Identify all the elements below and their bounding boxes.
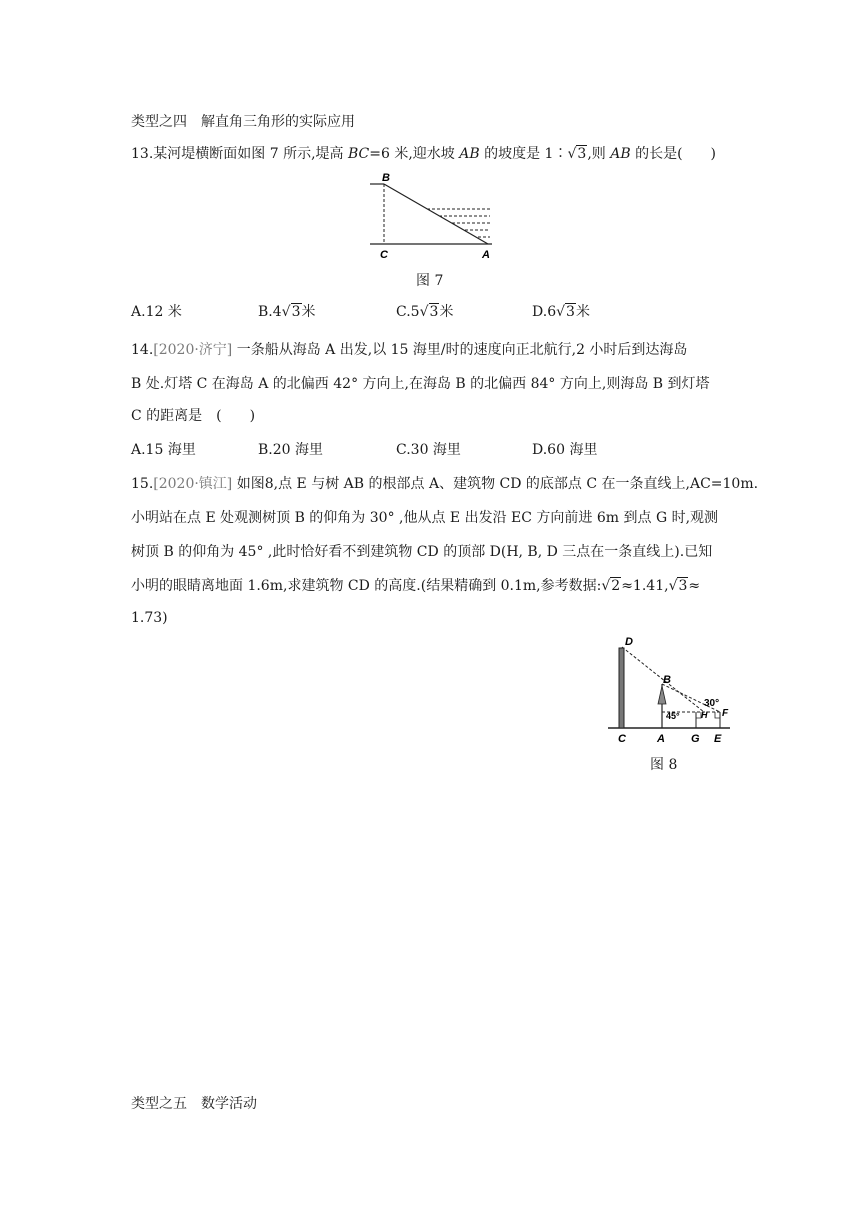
question-15-line-1: 15.[2020·镇江] 如图8,点 E 与树 AB 的根部点 A、建筑物 CD 的底部点 C 在一条直线上,AC=10m. [131, 476, 759, 492]
figure-7-caption: 图 7 [416, 273, 444, 289]
fig8-label-c: C [618, 733, 626, 745]
q14-option-c[interactable]: C.30 海里 [396, 442, 461, 458]
question-13-stem: 13.某河堤横断面如图 7 所示,堤高 BC=6 米,迎水坡 AB 的坡度是 1∶√3,则 AB 的长是( ) [131, 146, 716, 162]
fig8-angle-45: 45° [666, 711, 680, 721]
fig8-building-cd [619, 648, 624, 728]
figure-8-caption: 图 8 [650, 757, 678, 773]
fig8-right-angle-mark [715, 712, 720, 718]
question-14-line-3: C 的距离是 ( ) [131, 408, 256, 424]
question-15-line-2: 小明站在点 E 处观测树顶 B 的仰角为 30° ,他从点 E 出发沿 EC 方向前进 6m 到点 G 时,观测 [131, 510, 719, 526]
fig8-label-d: D [625, 636, 633, 648]
fig8-label-g: G [691, 733, 700, 745]
fig7-slope-ab [384, 184, 488, 244]
q15-source: [2020·镇江] [153, 476, 233, 492]
question-14-line-1: 14.[2020·济宁] 一条船从海岛 A 出发,以 15 海里/时的速度向正北航行,2 小时后到达海岛 [131, 342, 688, 358]
q13-option-a[interactable]: A.12 米 [131, 304, 182, 320]
fig7-label-b: B [382, 172, 390, 184]
figure-7 [368, 172, 498, 262]
figure-8 [604, 632, 734, 748]
q13-option-b[interactable]: B.4√3米 [258, 304, 316, 320]
fig8-label-b: B [663, 674, 671, 686]
fig8-tree-crown [658, 686, 666, 704]
section-heading-5: 类型之五 数学活动 [131, 1096, 257, 1112]
question-14-line-2: B 处.灯塔 C 在海岛 A 的北偏西 42° 方向上,在海岛 B 的北偏西 84° 方向上,则海岛 B 到灯塔 [131, 376, 710, 392]
question-15-line-3: 树顶 B 的仰角为 45° ,此时恰好看不到建筑物 CD 的顶部 D(H, B, D 三点在一条直线上).已知 [131, 544, 713, 560]
fig8-angle-30: 30° [704, 698, 720, 709]
fig8-label-f: F [722, 708, 729, 719]
question-15-line-4: 小明的眼睛离地面 1.6m,求建筑物 CD 的高度.(结果精确到 0.1m,参考数据:√2≈1.41,√3≈ [131, 578, 701, 594]
fig8-label-h: H [701, 710, 708, 720]
q14-option-b[interactable]: B.20 海里 [258, 442, 324, 458]
q14-option-a[interactable]: A.15 海里 [131, 442, 196, 458]
question-15-line-5: 1.73) [131, 610, 168, 626]
fig8-label-e: E [714, 733, 722, 745]
fig7-label-c: C [380, 249, 388, 261]
section-heading-4: 类型之四 解直角三角形的实际应用 [131, 114, 355, 130]
fig8-label-a: A [657, 733, 665, 745]
fig7-label-a: A [482, 249, 490, 261]
q13-option-d[interactable]: D.6√3米 [532, 304, 590, 320]
q14-option-d[interactable]: D.60 海里 [532, 442, 598, 458]
q14-source: [2020·济宁] [153, 342, 233, 358]
q13-option-c[interactable]: C.5√3米 [396, 304, 454, 320]
